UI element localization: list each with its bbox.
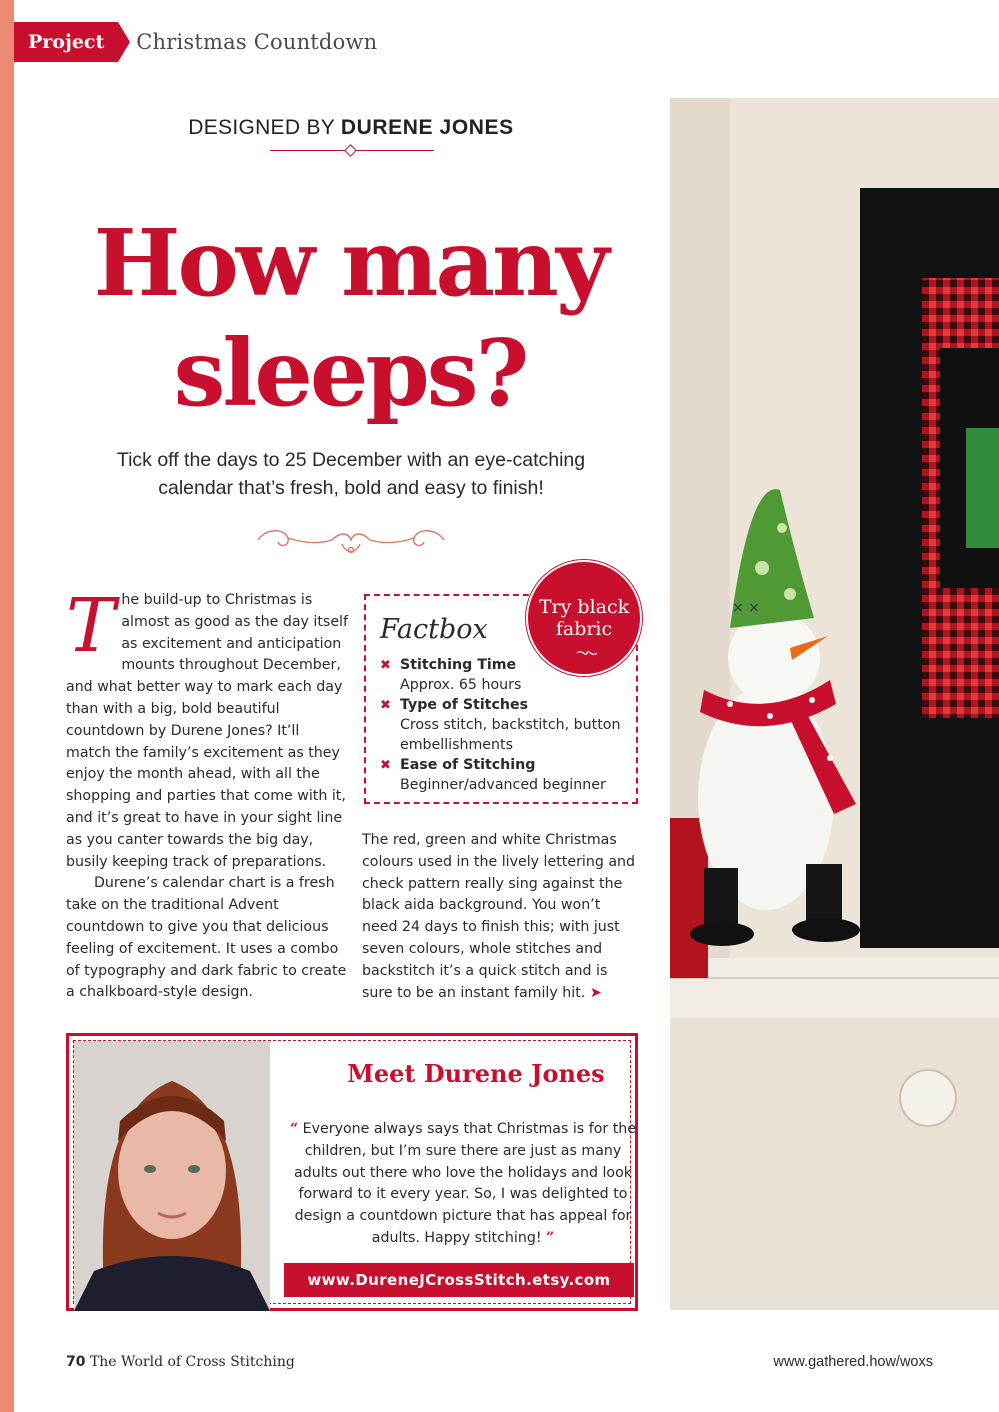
snowman-photo [670,98,999,1310]
factbox-title: Factbox [380,614,488,645]
designer-portrait-illustration [74,1041,270,1311]
quote-text: Everyone always says that Christmas is for the children, but I’m sure there are just as many adults out there who love the holidays and look forward to it every year. So, I was delighted to design a countdown picture that has appeal for adults. Happy stitching! [294,1121,637,1246]
page-number: 70 [66,1354,86,1370]
standfirst-line-1: Tick off the days to 25 December with an eye-catching [116,449,586,471]
meet-the-designer-box [66,1033,638,1311]
cross-stitch-bullet-icon: ✖ [380,758,391,773]
factbox-item-label: Ease of Stitching [400,757,536,773]
project-tag: Project [14,22,118,62]
page-edge-stripe [0,0,14,1412]
drop-cap: T [66,583,116,669]
factbox-item-value: Beginner/advanced beginner [400,777,606,793]
factbox-item-label: Stitching Time [400,657,517,673]
flourish-ornament [252,522,450,558]
byline-diamond-ornament [344,144,357,157]
factbox-item [380,755,636,795]
byline-prefix: DESIGNED BY [188,116,335,139]
meet-box-inner-border [73,1040,637,1304]
running-head [14,22,377,62]
body-paragraph-3 [362,830,638,1004]
factbox-item-label: Type of Stitches [400,697,529,713]
curl-ornament-icon [576,648,598,658]
try-black-fabric-badge [526,560,642,676]
standfirst-line-2: calendar that’s fresh, bold and easy to finish! [158,477,544,499]
body-paragraph-1: he build-up to Christmas is almost as good as the day itself as excitement and anticipation mounts throughout December, and what better way to mark each day than with a big, bold beautiful countdown by Durene Jones? It’ll match the family’s excitement as they enjoy the month ahead, with all the shopping and parties that come with it, and it’s great to have in your sight line as you canter towards the big day, busily keeping track of preparations. [66,592,348,870]
meet-title: Meet Durene Jones [347,1059,605,1088]
body-column-left [66,583,348,1004]
body-paragraph-3-text: The red, green and white Christmas colours used in the lively lettering and check pattern really sing against the black aida background. You won’t need 24 days to finish this; with just seven colours, whole stitches and backstitch it’s a quick stitch and is sure to be an instant family hit. [362,832,636,1001]
close-quote-icon: ” [546,1229,555,1246]
body-column-right [362,830,638,1004]
section-title: Christmas Countdown [136,30,378,54]
magazine-name: The World of Cross Stitching [89,1354,295,1370]
designer-shop-link[interactable]: www.DureneJCrossStitch.etsy.com [284,1263,634,1297]
cross-stitch-bullet-icon: ✖ [380,698,391,713]
byline-name: DURENE JONES [340,116,514,139]
svg-text:× ×: × × [732,600,760,616]
factbox-item-value: Approx. 65 hours [400,677,522,693]
designer-portrait-photo [74,1041,270,1311]
factbox-item-value: Cross stitch, backstitch, button embellishments [400,717,621,753]
body-paragraph-2: Durene’s calendar chart is a fresh take on the traditional Advent countdown to give you that delicious feeling of excitement. It uses a combo of typography and dark fabric to create a chalkboard-style design. [66,875,347,1001]
page-folio [66,1354,295,1370]
headline-line-1: How many [93,209,607,317]
headline-line-2: sleeps? [173,319,527,427]
snowman-photo-illustration [670,98,999,1310]
designer-byline [186,116,516,140]
cross-stitch-bullet-icon: ✖ [380,658,391,673]
end-arrow-icon: ➤ [589,984,602,1001]
factbox-list [380,655,636,795]
badge-line-1: Try black [538,596,630,618]
standfirst [96,446,606,502]
footer-website-link[interactable]: www.gathered.how/woxs [773,1354,933,1370]
headline [60,208,640,428]
factbox-item [380,695,636,755]
badge-line-2: fabric [555,618,613,640]
open-quote-icon: “ [289,1121,299,1137]
designer-quote [288,1119,638,1250]
